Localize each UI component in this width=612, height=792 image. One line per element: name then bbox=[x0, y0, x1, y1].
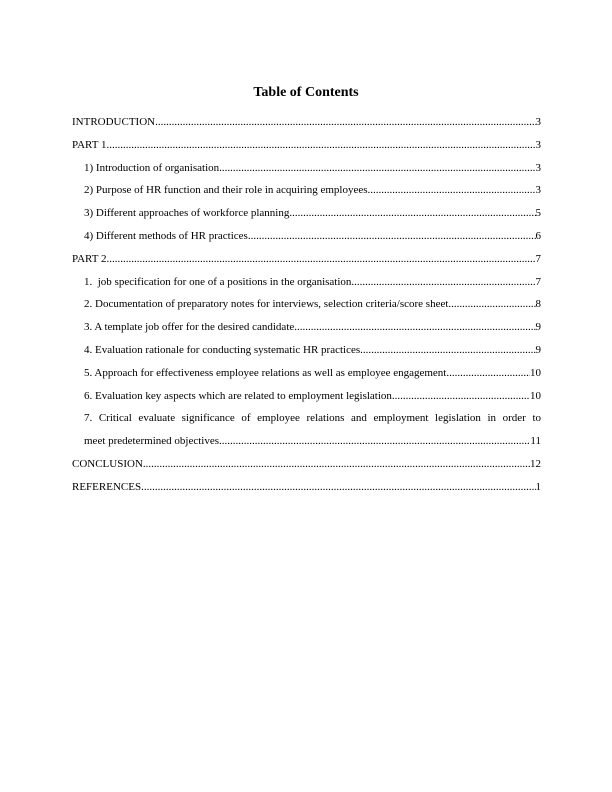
toc-page-number: 7 bbox=[535, 252, 541, 265]
toc-entry-label: PART 2 bbox=[72, 252, 107, 265]
toc-page-number: 5 bbox=[535, 207, 541, 220]
toc-entry-employment-legislation[interactable] bbox=[72, 385, 541, 408]
toc-entry-label: 6. Evaluation key aspects which are related to employment legislation bbox=[84, 389, 392, 402]
dot-leader bbox=[248, 225, 536, 248]
toc-entry-introduction[interactable] bbox=[72, 111, 541, 134]
toc-page-number: 9 bbox=[535, 343, 541, 356]
toc-page-number: 3 bbox=[535, 184, 541, 197]
dot-leader bbox=[360, 339, 535, 362]
dot-leader bbox=[219, 157, 535, 180]
dot-leader bbox=[446, 362, 530, 385]
dot-leader bbox=[368, 179, 536, 202]
toc-entry-critical-evaluate[interactable] bbox=[72, 407, 541, 453]
toc-page-number: 10 bbox=[530, 366, 541, 379]
toc-entry-label: 2) Purpose of HR function and their role in acquiring employees bbox=[84, 184, 368, 197]
toc-page-number: 3 bbox=[535, 161, 541, 174]
dot-leader bbox=[107, 248, 536, 271]
toc-entry-label: 3) Different approaches of workforce planning bbox=[84, 207, 290, 220]
toc-entry-workforce-planning[interactable] bbox=[72, 202, 541, 225]
toc-entry-label: INTRODUCTION bbox=[72, 116, 156, 128]
toc-page-number: 1 bbox=[535, 480, 541, 493]
toc-entry-conclusion[interactable] bbox=[72, 453, 541, 476]
toc-page-number: 6 bbox=[535, 229, 541, 242]
toc-page-number: 3 bbox=[535, 116, 541, 128]
toc-entry-label: CONCLUSION bbox=[72, 457, 143, 470]
toc-entry-label: 3. A template job offer for the desired candidate bbox=[84, 321, 295, 334]
dot-leader bbox=[107, 134, 536, 157]
dot-leader bbox=[448, 293, 535, 316]
table-of-contents bbox=[72, 111, 541, 499]
toc-entry-label: PART 1 bbox=[72, 138, 107, 151]
toc-page-number: 12 bbox=[530, 457, 541, 470]
toc-entry-part-1[interactable] bbox=[72, 134, 541, 157]
toc-entry-label: 4. Evaluation rationale for conducting systematic HR practices bbox=[84, 343, 361, 356]
dot-leader bbox=[143, 453, 530, 476]
toc-entry-label-line-1: 7. Critical evaluate significance of employee relations and employment legislation in order to bbox=[84, 412, 541, 425]
toc-page-number: 11 bbox=[530, 435, 541, 448]
dot-leader bbox=[289, 202, 535, 225]
toc-entry-references[interactable] bbox=[72, 476, 541, 499]
toc-entry-employee-relations-approach[interactable] bbox=[72, 362, 541, 385]
toc-entry-evaluation-rationale[interactable] bbox=[72, 339, 541, 362]
dot-leader bbox=[219, 430, 530, 453]
dot-leader bbox=[155, 111, 535, 134]
toc-entry-hr-practices[interactable] bbox=[72, 225, 541, 248]
toc-entry-label: 4) Different methods of HR practices bbox=[84, 229, 248, 242]
toc-page-number: 8 bbox=[535, 298, 541, 311]
toc-entry-line-2 bbox=[84, 430, 541, 453]
toc-entry-preparatory-notes[interactable] bbox=[72, 293, 541, 316]
toc-entry-label: 2. Documentation of preparatory notes for interviews, selection criteria/score sheet bbox=[84, 298, 449, 311]
toc-entry-job-offer-template[interactable] bbox=[72, 316, 541, 339]
dot-leader bbox=[141, 476, 535, 499]
toc-page-number: 7 bbox=[535, 275, 541, 288]
toc-entry-job-specification[interactable] bbox=[72, 271, 541, 294]
toc-entry-purpose-of-hr[interactable] bbox=[72, 179, 541, 202]
page-title: Table of Contents bbox=[253, 85, 359, 100]
dot-leader bbox=[351, 271, 535, 294]
toc-page-number: 3 bbox=[535, 138, 541, 151]
toc-entry-part-2[interactable] bbox=[72, 248, 541, 271]
dot-leader bbox=[392, 385, 530, 408]
toc-entry-label: 1) Introduction of organisation bbox=[84, 161, 220, 174]
toc-entry-introduction-of-organisation[interactable] bbox=[72, 157, 541, 180]
toc-page-number: 10 bbox=[530, 389, 541, 402]
toc-entry-label: 5. Approach for effectiveness employee relations as well as employee engagement bbox=[84, 366, 447, 379]
toc-entry-label: 1. job specification for one of a positions in the organisation bbox=[84, 275, 352, 288]
toc-entry-label-line-2: meet predetermined objectives bbox=[84, 435, 219, 448]
dot-leader bbox=[294, 316, 535, 339]
toc-entry-label: REFERENCES bbox=[72, 480, 142, 493]
toc-page-number: 9 bbox=[535, 321, 541, 334]
